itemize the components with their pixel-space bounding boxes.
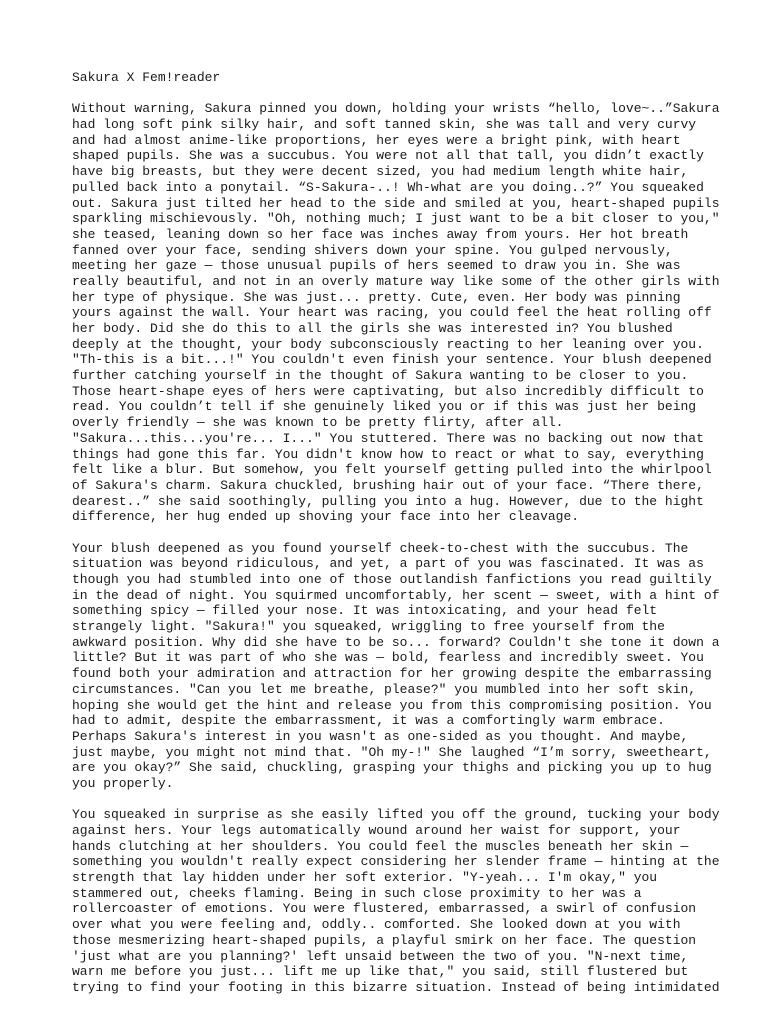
document-body bbox=[72, 70, 720, 996]
text-line: really beautiful, and not in an overly mature way like some of the other girls with bbox=[72, 273, 720, 289]
text-line: you properly. bbox=[72, 775, 174, 791]
text-line: found both your admiration and attraction for her growing despite the embarrassing bbox=[72, 666, 712, 682]
text-line: her body. Did she do this to all the girls she was interested in? You blushed bbox=[72, 321, 673, 336]
text-line: Your blush deepened as you found yourself cheek-to-chest with the succubus. The bbox=[72, 540, 689, 556]
text-line: out. Sakura just tilted her head to the side and smiled at you, heart-shaped pupils bbox=[72, 195, 720, 211]
paragraph-gap bbox=[72, 525, 712, 541]
text-line: dearest..” she said soothingly, pulling you into a hug. However, due to the hight bbox=[72, 493, 704, 509]
text-line: fanned over your face, sending shivers down your spine. You gulped nervously, bbox=[72, 242, 673, 258]
text-line: hoping she would get the hint and release you from this compromising position. You bbox=[72, 697, 712, 713]
text-line: circumstances. "Can you let me breathe, please?" you mumbled into her soft skin, bbox=[72, 681, 697, 697]
text-line: trying to find your footing in this bizarre situation. Instead of being intimidated bbox=[72, 979, 720, 995]
text-line: Those heart-shape eyes of hers were captivating, but also incredibly difficult to bbox=[72, 383, 704, 399]
text-line: 'just what are you planning?' left unsaid between the two of you. "N-next time, bbox=[72, 948, 689, 964]
text-line: Perhaps Sakura's interest in you wasn't as one-sided as you thought. And maybe, bbox=[72, 728, 689, 744]
text-line: little? But it was part of who she was — bold, fearless and incredibly sweet. You bbox=[72, 650, 704, 666]
text-line: in the dead of night. You squirmed uncomfortably, her scent — sweet, with a hint of bbox=[72, 587, 720, 603]
text-line: something spicy — filled your nose. It was intoxicating, and your head felt bbox=[72, 603, 658, 619]
text-line: had to admit, despite the embarrassment, it was a comfortingly warm embrace. bbox=[72, 713, 665, 729]
text-line: strangely light. "Sakura!" you squeaked, wriggling to free yourself from the bbox=[72, 619, 665, 635]
text-line: stammered out, cheeks flaming. Being in such close proximity to her was a bbox=[72, 885, 642, 901]
text-line: those mesmerizing heart-shaped pupils, a playful smirk on her face. The question bbox=[72, 932, 697, 948]
paragraph-gap bbox=[72, 792, 712, 808]
document-title: Sakura X Fem!reader bbox=[72, 70, 221, 85]
text-line: sparkling mischievously. "Oh, nothing much; I just want to be a bit closer to you," bbox=[72, 211, 720, 227]
text-line: awkward position. Why did she have to be so... forward? Couldn't she tone it down a bbox=[72, 634, 720, 650]
text-line: "Th-this is a bit...!" You couldn't even finish your sentence. Your blush deepened bbox=[72, 352, 712, 368]
text-line: meeting her gaze — those unusual pupils of hers seemed to draw you in. She was bbox=[72, 258, 681, 274]
text-line: shaped pupils. She was a succubus. You were not all that tall, you didn’t exactly bbox=[72, 148, 704, 164]
text-line: difference, her hug ended up shoving your face into her cleavage. bbox=[72, 509, 580, 525]
text-line: You squeaked in surprise as she easily lifted you off the ground, tucking your body bbox=[72, 807, 720, 823]
paragraph-2 bbox=[72, 540, 720, 792]
text-line: "Sakura...this...you're... I..." You stuttered. There was no backing out now that bbox=[72, 430, 704, 446]
text-line: overly friendly — she was known to be pretty flirty, after all. bbox=[72, 415, 564, 431]
paragraph-gap bbox=[72, 86, 712, 102]
text-line: though you had stumbled into one of those outlandish fanfictions you read guiltily bbox=[72, 572, 712, 587]
text-line: are you okay?” She said, chuckling, grasping your thighs and picking you up to hug bbox=[72, 760, 712, 776]
text-line: felt like a blur. But somehow, you felt yourself getting pulled into the whirlpool bbox=[72, 462, 712, 478]
text-line: deeply at the thought, your body subconsciously reacting to her leaning over you. bbox=[72, 336, 704, 352]
text-line: strength that lay hidden under her soft exterior. "Y-yeah... I'm okay," you bbox=[72, 870, 658, 886]
text-line: against hers. Your legs automatically wound around her waist for support, your bbox=[72, 823, 681, 838]
text-line: and had almost anime-like proportions, her eyes were a bright pink, with heart bbox=[72, 132, 681, 148]
text-line: hands clutching at her shoulders. You could feel the muscles beneath her skin — bbox=[72, 838, 689, 854]
text-line: read. You couldn’t tell if she genuinely liked you or if this was just her being bbox=[72, 399, 697, 415]
text-line: her type of physique. She was just... pretty. Cute, even. Her body was pinning bbox=[72, 289, 681, 305]
text-line: yours against the wall. Your heart was racing, you could feel the heat rolling off bbox=[72, 305, 712, 321]
text-line: warn me before you just... lift me up like that," you said, still flustered but bbox=[72, 964, 689, 980]
text-line: Without warning, Sakura pinned you down, holding your wrists “hello, love~..”Sakura bbox=[72, 101, 720, 117]
text-line: have big breasts, but they were decent sized, you had medium length white hair, bbox=[72, 164, 689, 180]
text-line: had long soft pink silky hair, and soft tanned skin, she was tall and very curvy bbox=[72, 117, 697, 133]
text-line: just maybe, you might not mind that. "Oh my-!" She laughed “I’m sorry, sweetheart, bbox=[72, 744, 712, 760]
paragraph-3 bbox=[72, 807, 720, 995]
text-line: situation was beyond ridiculous, and yet, a part of you was fascinated. It was as bbox=[72, 556, 704, 572]
text-line: over what you were feeling and, oddly.. comforted. She looked down at you with bbox=[72, 917, 681, 933]
paragraph-1 bbox=[72, 101, 720, 525]
text-line: something you wouldn't really expect considering her slender frame — hinting at the bbox=[72, 854, 720, 870]
text-line: she teased, leaning down so her face was inches away from yours. Her hot breath bbox=[72, 226, 689, 242]
text-line: pulled back into a ponytail. “S-Sakura-..! Wh-what are you doing..?” You squeaked bbox=[72, 179, 704, 195]
text-line: further catching yourself in the thought of Sakura wanting to be closer to you. bbox=[72, 368, 689, 384]
text-line: rollercoaster of emotions. You were flustered, embarrassed, a swirl of confusion bbox=[72, 901, 697, 917]
text-line: of Sakura's charm. Sakura chuckled, brushing hair out of your face. “There there, bbox=[72, 477, 704, 493]
text-line: things had gone this far. You didn't know how to react or what to say, everything bbox=[72, 446, 704, 462]
